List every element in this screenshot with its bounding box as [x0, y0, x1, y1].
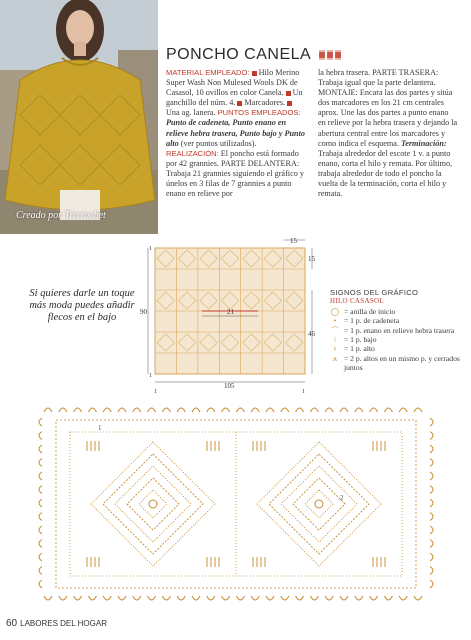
materials-label: MATERIAL EMPLEADO:	[166, 68, 250, 77]
scallop-right	[430, 513, 433, 521]
spool-icon	[327, 50, 333, 60]
scallop-top	[177, 408, 185, 412]
chain-icon: •	[333, 316, 337, 326]
diamond-ring	[127, 478, 179, 530]
points-tail: (ver puntos utilizados).	[180, 138, 257, 148]
corner-bottom-left: 1	[149, 373, 152, 379]
double-crochet-icon: ǂ	[334, 344, 336, 354]
scallop-left	[39, 540, 42, 548]
scallop-top	[236, 408, 244, 412]
spool-icon	[335, 50, 341, 60]
bottom-right-num: 1	[302, 389, 305, 395]
scallop-top	[384, 408, 392, 412]
diamond-ring	[103, 454, 203, 554]
scallop-bottom	[118, 596, 126, 600]
legend-item: ǂ = 1 p. alto	[330, 344, 460, 353]
scallop-bottom	[340, 596, 348, 600]
dim-bottom: 105	[224, 382, 235, 390]
scallop-bottom	[296, 596, 304, 600]
scallop-top	[296, 408, 304, 412]
scallop-bottom	[133, 596, 141, 600]
scallop-bottom	[281, 596, 289, 600]
legend-title: SIGNOS DEL GRÁFICO	[330, 288, 419, 297]
scallop-bottom	[207, 596, 215, 600]
crochet-chart	[36, 402, 436, 606]
scallop-right	[430, 432, 433, 440]
legend-item: • = 1 p. de cadeneta	[330, 316, 460, 325]
instructions-column-1	[166, 68, 306, 199]
scallop-left	[39, 513, 42, 521]
scallop-bottom	[222, 596, 230, 600]
scallop-top	[266, 408, 274, 412]
diamond-ring	[139, 490, 167, 518]
scallop-left	[39, 553, 42, 561]
scallop-top	[207, 408, 215, 412]
scallop-top	[340, 408, 348, 412]
scallop-top	[399, 408, 407, 412]
scallop-left	[39, 486, 42, 494]
scallop-top	[133, 408, 141, 412]
diamond-ring	[293, 478, 345, 530]
scallop-bottom	[266, 596, 274, 600]
scallop-top	[162, 408, 170, 412]
materials-hook: Un ganchillo del núm. 4.	[166, 88, 303, 108]
termination-text: Trabaja alrededor del escote 1 v. a punto enano, corta el hilo y remata. Por último, trabaja alrededor de todo el poncho la vuelta de la terminación, corta el hilo y remata.	[318, 148, 453, 199]
scallop-bottom	[414, 596, 422, 600]
bottom-left-num: 1	[154, 389, 157, 395]
scallop-bottom	[88, 596, 96, 600]
scallop-right	[430, 472, 433, 480]
poncho-schematic	[140, 236, 330, 396]
scallop-left	[39, 418, 42, 426]
scallop-bottom	[44, 596, 52, 600]
scallop-bottom	[325, 596, 333, 600]
assembly-text: la hebra trasera. PARTE TRASERA: Trabaja igual que la parte delantera. MONTAJE: Encara las dos partes y sitúa dos marcadores en los 21 cm centrales aprox. Une las dos partes a punto enano en relieve por la hebra trasera y dejando la abertura central entre los marcadores y como indica el esquema.	[318, 68, 458, 148]
scallop-top	[251, 408, 259, 412]
scallop-bottom	[177, 596, 185, 600]
scallop-left	[39, 445, 42, 453]
termination-label: Terminación:	[400, 138, 447, 148]
scallop-bottom	[399, 596, 407, 600]
bullet-square-icon	[286, 91, 291, 96]
difficulty-spools	[319, 50, 341, 60]
chart-label-1: 1	[98, 424, 102, 432]
chart-label-2: 2	[340, 494, 344, 502]
scallop-right	[430, 540, 433, 548]
scallop-top	[74, 408, 82, 412]
scallop-right	[430, 499, 433, 507]
scallop-left	[39, 567, 42, 575]
realization-label: REALIZACIÓN:	[166, 148, 219, 158]
start-ring-icon	[149, 500, 157, 508]
page-number: 60	[6, 618, 18, 629]
scallop-bottom	[148, 596, 156, 600]
legend-subtitle: HILO CASASOL	[330, 297, 384, 306]
points-text: Punto de cadeneta, Punto enano en relieve hebra trasera, Punto bajo y Punto alto	[166, 118, 305, 148]
scallop-right	[430, 526, 433, 534]
dim-center: 21	[227, 308, 234, 316]
fringe-tip: Si quieres darle un toque más moda puedes añadir flecos en el bajo	[29, 288, 135, 323]
dim-right: 46	[308, 330, 315, 338]
dim-top-right: 15	[290, 237, 297, 245]
scallop-bottom	[236, 596, 244, 600]
scallop-bottom	[370, 596, 378, 600]
instructions-column-2	[318, 68, 458, 199]
scallop-bottom	[74, 596, 82, 600]
spool-icon	[319, 50, 325, 60]
scallop-top	[103, 408, 111, 412]
diamond-ring	[305, 490, 333, 518]
points-label: PUNTOS EMPLEADOS:	[217, 108, 301, 118]
scallop-top	[370, 408, 378, 412]
scallop-right	[430, 459, 433, 467]
chart-legend	[330, 288, 460, 373]
legend-item: ⩚ = 2 p. altos en un mismo p. y cerrados juntos	[330, 354, 460, 373]
scallop-top	[222, 408, 230, 412]
scallop-top	[355, 408, 363, 412]
scallop-bottom	[103, 596, 111, 600]
materials-text: Hilo Merino Super Wash Non Mulesed Wools DK de Casasol, 10 ovillos en color Canela.	[166, 68, 300, 98]
bullet-square-icon	[287, 101, 292, 106]
scallop-top	[148, 408, 156, 412]
cluster-icon: ⩚	[332, 353, 338, 363]
scallop-top	[414, 408, 422, 412]
scallop-bottom	[192, 596, 200, 600]
scallop-bottom	[162, 596, 170, 600]
bullet-square-icon	[237, 101, 242, 106]
start-ring-icon	[315, 500, 323, 508]
dim-right-top: 15	[308, 255, 315, 263]
legend-item: ǀ = 1 p. bajo	[330, 335, 460, 344]
bullet-square-icon	[252, 71, 257, 76]
scallop-top	[88, 408, 96, 412]
scallop-left	[39, 499, 42, 507]
poncho-photo	[0, 0, 158, 234]
diamond-ring	[257, 442, 381, 566]
scallop-top	[310, 408, 318, 412]
photo-caption: Creado por Tricrochet	[16, 210, 106, 221]
legend-item: ⌒ = 1 p. enano en relieve hebra trasera	[331, 325, 455, 335]
scallop-top	[59, 408, 67, 412]
scallop-right	[430, 580, 433, 588]
scallop-right	[430, 445, 433, 453]
scallop-left	[39, 459, 42, 467]
materials-markers: Marcadores.	[244, 98, 286, 108]
scallop-right	[430, 553, 433, 561]
slip-stitch-icon: ⌒	[331, 325, 339, 335]
scallop-left	[39, 580, 42, 588]
realization-text: El poncho está formado por 42 grannies. PARTE DELANTERA: Trabaja 21 grannies siguiendo el gráfico y únelos en 3 filas de 7 grannies a punto enano en relieve por	[166, 148, 304, 199]
scallop-top	[118, 408, 126, 412]
scallop-left	[39, 526, 42, 534]
scallop-top	[325, 408, 333, 412]
scallop-left	[39, 432, 42, 440]
scallop-right	[430, 567, 433, 575]
scallop-bottom	[384, 596, 392, 600]
scallop-top	[281, 408, 289, 412]
scallop-bottom	[59, 596, 67, 600]
ring-icon: ◯	[330, 306, 340, 316]
scallop-right	[430, 486, 433, 494]
page-title: PONCHO CANELA	[166, 46, 312, 63]
diamond-ring	[269, 454, 369, 554]
scallop-bottom	[251, 596, 259, 600]
page-footer	[6, 618, 107, 629]
materials-needle: Una ag. lanera.	[166, 108, 216, 118]
single-crochet-icon: ǀ	[334, 335, 336, 345]
scallop-top	[44, 408, 52, 412]
chart-border	[39, 408, 433, 600]
scallop-bottom	[355, 596, 363, 600]
scallop-bottom	[310, 596, 318, 600]
poncho-photo-illustration	[0, 0, 158, 234]
title-row	[166, 46, 341, 64]
corner-top-left: 1	[149, 246, 152, 252]
scallop-left	[39, 472, 42, 480]
diamond-ring	[91, 442, 215, 566]
scallop-right	[430, 418, 433, 426]
dim-left: 90	[140, 308, 147, 316]
scallop-top	[192, 408, 200, 412]
magazine-name: LABORES DEL HOGAR	[20, 619, 107, 628]
legend-item: ◯ = anilla de inicio	[330, 306, 396, 316]
